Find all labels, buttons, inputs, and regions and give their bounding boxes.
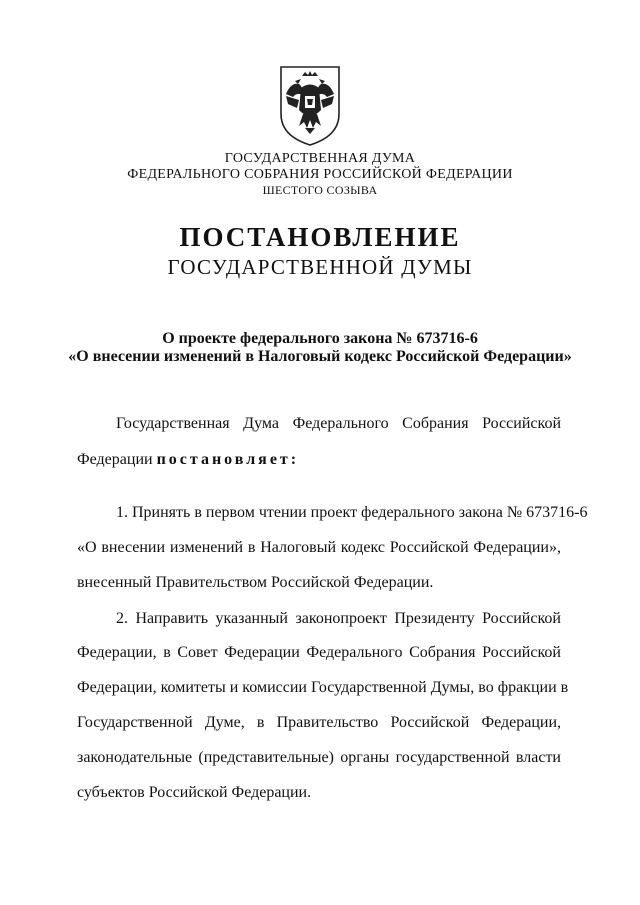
- item-1-line-1: 1. Принять в первом чтении проект федерального закона № 673716-6: [116, 504, 588, 521]
- document-title: ПОСТАНОВЛЕНИЕ: [179, 222, 461, 252]
- item-2-line-3: Федерации, комитеты и комиссии Государственной Думы, во фракции в: [77, 679, 569, 696]
- item-1-line-3: внесенный Правительством Российской Федерации.: [77, 574, 434, 591]
- subject-line-2: «О внесении изменений в Налоговый кодекс Российской Федерации»: [68, 348, 572, 365]
- preamble-line-2: [77, 451, 561, 469]
- item-2-line-5: законодательные (представительные) органы государственной власти: [77, 749, 561, 766]
- header-line-2: ФЕДЕРАЛЬНОГО СОБРАНИЯ РОССИЙСКОЙ ФЕДЕРАЦИИ: [127, 167, 513, 182]
- state-emblem: [277, 64, 343, 148]
- item-2-line-2: Федерации, в Совет Федерации Федерального Собрания Российской: [77, 644, 561, 661]
- header-line-1: ГОСУДАРСТВЕННАЯ ДУМА: [224, 151, 416, 166]
- subject-line-1: О проекте федерального закона № 673716-6: [162, 330, 478, 347]
- item-2-line-1: 2. Направить указанный законопроект Президенту Российской: [116, 610, 561, 627]
- document-subtitle: ГОСУДАРСТВЕННОЙ ДУМЫ: [167, 255, 473, 279]
- item-2-line-4: Государственной Думе, в Правительство Российской Федерации,: [77, 714, 561, 731]
- item-1-line-2: «О внесении изменений в Налоговый кодекс Российской Федерации»,: [77, 539, 561, 556]
- item-2-line-6: субъектов Российской Федерации.: [77, 784, 312, 801]
- header-line-3: ШЕСТОГО СОЗЫВА: [262, 183, 378, 197]
- resolves-word: постановляет:: [156, 451, 300, 468]
- double-headed-eagle-icon: [277, 64, 343, 148]
- preamble-text: Федерации: [77, 451, 153, 468]
- preamble-line-1: Государственная Дума Федерального Собрания Российской: [116, 415, 561, 432]
